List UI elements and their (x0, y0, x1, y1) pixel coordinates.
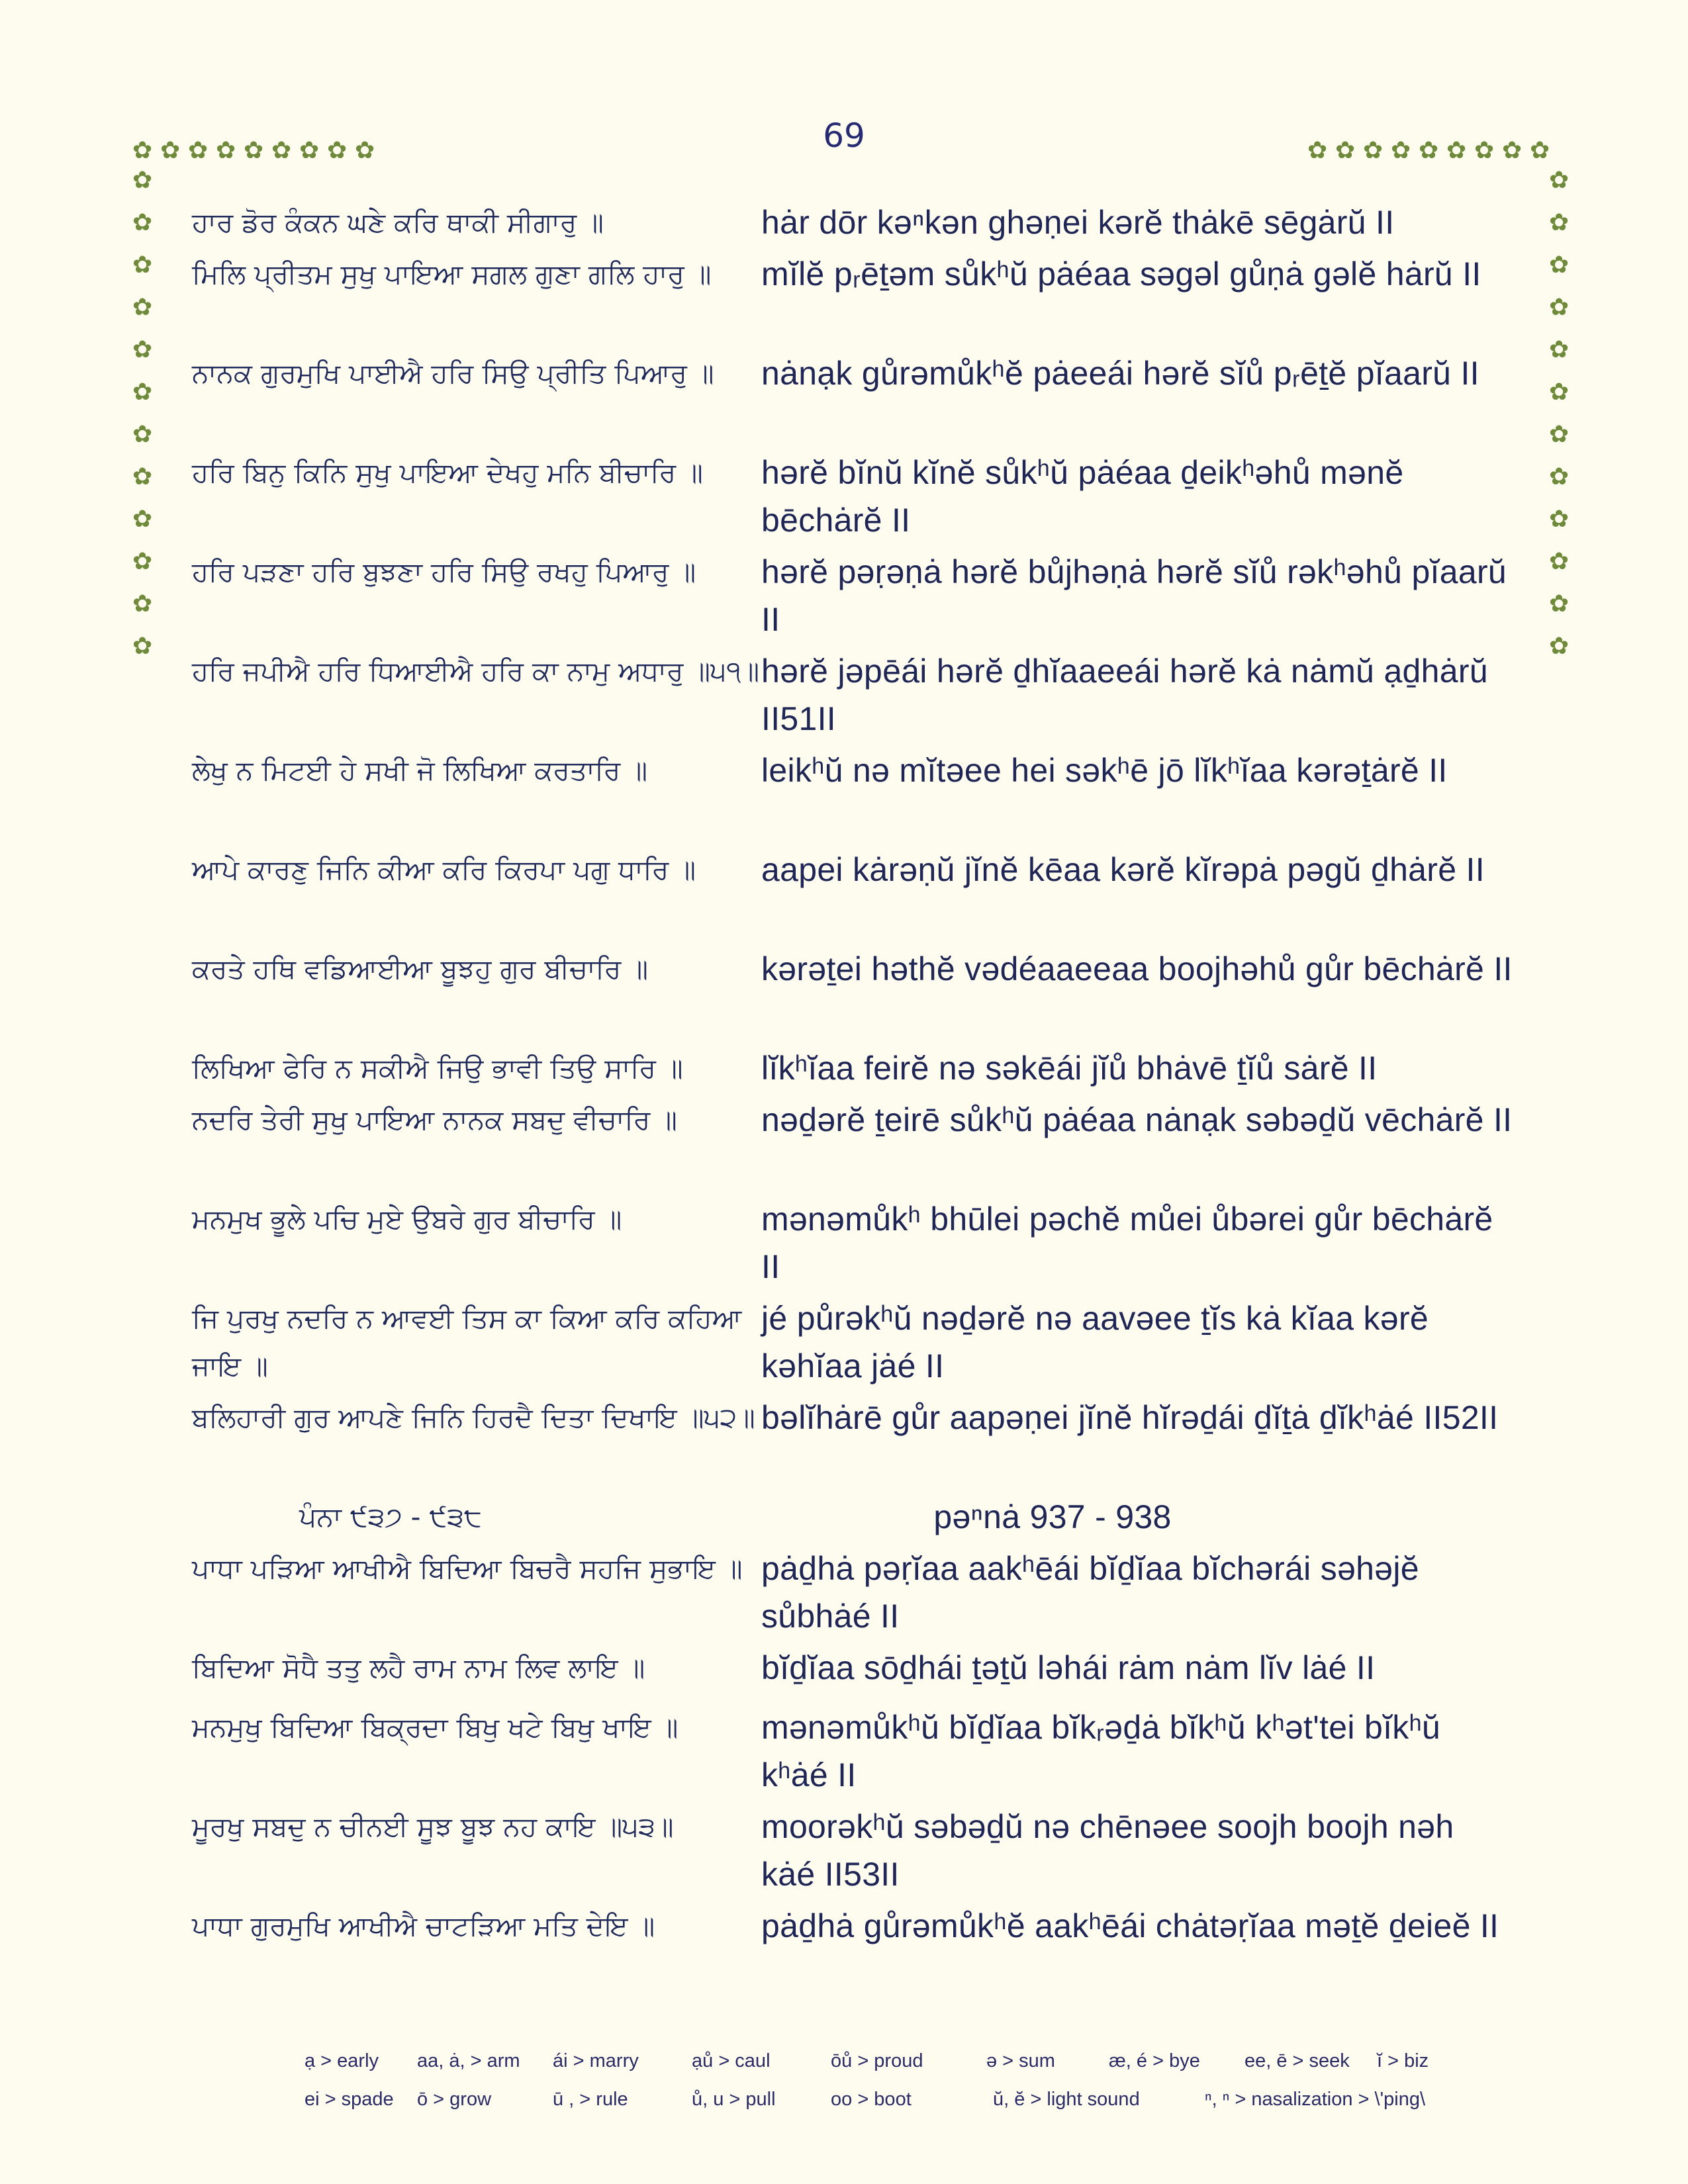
transliteration-text: bĭḏĭaa sōḏhái ṯəṯŭ ləhái rȧm nȧm lĭv lȧé II (761, 1649, 1376, 1686)
verse-row (192, 1644, 1516, 1704)
transliteration-text: moorəkʰŭ səbəḏŭ nə chēnəee soojh boojh nəh kȧé II53II (761, 1808, 1454, 1893)
flower-icon: ✿ (1549, 421, 1570, 448)
flower-icon: ✿ (355, 137, 375, 164)
flower-icon: ✿ (132, 590, 153, 617)
pronunciation-legend (305, 2042, 1496, 2118)
verse-row (192, 349, 1516, 449)
transliteration-text: leikʰŭ nə mĭtəee hei səkʰē jō lĭkʰĭaa kərəṯȧrĕ II (761, 752, 1448, 789)
flower-icon: ✿ (1549, 294, 1570, 321)
verse-row (192, 1902, 1516, 2001)
flower-icon: ✿ (1549, 633, 1570, 660)
verse-row (192, 199, 1516, 246)
transliteration-text: kərəṯei həthĕ vədéaaeeaa boojhəhů gůr bēchȧrĕ II (761, 950, 1513, 987)
flower-icon: ✿ (132, 167, 153, 194)
legend-item: ạů > caul (692, 2050, 771, 2071)
gurmukhi-text: ਮੂਰਖੁ ਸਬਦੁ ਨ ਚੀਨਈ ਸੂਝ ਬੂਝ ਨਹ ਕਾਇ ॥੫੩॥ (192, 1811, 674, 1843)
verse-row (192, 1096, 1516, 1195)
flower-icon: ✿ (1502, 137, 1523, 164)
flower-icon: ✿ (132, 633, 153, 660)
gurmukhi-text: ਬਿਦਿਆ ਸੋਧੈ ਤਤੁ ਲਹੈ ਰਾਮ ਨਾਮ ਲਿਵ ਲਾਇ ॥ (192, 1652, 645, 1684)
flower-icon: ✿ (132, 379, 153, 406)
flower-icon: ✿ (132, 548, 153, 575)
flower-icon: ✿ (244, 137, 264, 164)
flower-icon: ✿ (1549, 548, 1570, 575)
legend-item: aa, ȧ, > arm (417, 2050, 520, 2071)
page-number: 69 (823, 116, 865, 155)
legend-item: ōů > proud (831, 2050, 923, 2071)
legend-row (305, 2080, 1496, 2118)
verse-row (192, 548, 1516, 647)
legend-item: ĭ > biz (1377, 2050, 1429, 2071)
transliteration-text: hȧr dōr kəⁿkən ghəṇei kərĕ thȧkē sēgȧrŭ II (761, 204, 1395, 241)
flower-icon: ✿ (299, 137, 320, 164)
verse-row (192, 1394, 1516, 1493)
flower-icon: ✿ (1549, 336, 1570, 363)
gurmukhi-text: ਲੇਖੁ ਨ ਮਿਟਈ ਹੇ ਸਖੀ ਜੋ ਲਿਖਿਆ ਕਰਤਾਰਿ ॥ (192, 754, 648, 786)
flower-icon: ✿ (1549, 506, 1570, 533)
flower-icon: ✿ (1474, 137, 1495, 164)
verse-row (192, 449, 1516, 548)
legend-item: ŭ, ĕ > light sound (993, 2088, 1140, 2110)
verse-row (192, 1803, 1516, 1902)
transliteration-heading: pəⁿnȧ 937 - 938 (933, 1498, 1172, 1535)
legend-item: ū , > rule (553, 2088, 628, 2110)
flower-icon: ✿ (132, 463, 153, 490)
flower-icon: ✿ (1530, 137, 1550, 164)
legend-item: æ, é > bye (1109, 2050, 1200, 2071)
flower-icon: ✿ (132, 251, 153, 279)
gurmukhi-text: ਜਿ ਪੁਰਖੁ ਨਦਰਿ ਨ ਆਵਈ ਤਿਸ ਕਾ ਕਿਆ ਕਰਿ ਕਹਿਆ ਜਾਇ ॥ (192, 1302, 742, 1382)
gurmukhi-text: ਪਾਧਾ ਗੁਰਮੁਖਿ ਆਖੀਐ ਚਾਟੜਿਆ ਮਤਿ ਦੇਇ ॥ (192, 1910, 655, 1942)
flower-icon: ✿ (1391, 137, 1411, 164)
legend-item: oo > boot (831, 2088, 912, 2110)
verse-row (192, 1195, 1516, 1295)
flower-icon: ✿ (216, 137, 236, 164)
flower-icon: ✿ (188, 137, 209, 164)
verse-row (192, 1545, 1516, 1644)
legend-item: ů, u > pull (692, 2088, 776, 2110)
gurmukhi-text: ਆਪੇ ਕਾਰਣੁ ਜਿਨਿ ਕੀਆ ਕਰਿ ਕਿਰਪਾ ਪਗੁ ਧਾਰਿ ॥ (192, 854, 696, 886)
gurmukhi-text: ਨਦਰਿ ਤੇਰੀ ਸੁਖੁ ਪਾਇਆ ਨਾਨਕ ਸਬਦੁ ਵੀਚਾਰਿ ॥ (192, 1104, 677, 1136)
legend-item: ạ > early (305, 2050, 379, 2071)
flower-icon: ✿ (1446, 137, 1467, 164)
page-range-heading (192, 1493, 1516, 1545)
gurmukhi-text: ਮਿਲਿ ਪ੍ਰੀਤਮ ਸੁਖੁ ਪਾਇਆ ਸਗਲ ਗੁਣਾ ਗਲਿ ਹਾਰੁ ॥ (192, 258, 712, 290)
verse-table (192, 199, 1516, 2001)
flower-icon: ✿ (1363, 137, 1383, 164)
flower-icon: ✿ (1419, 137, 1439, 164)
transliteration-text: aapei kȧrəṇŭ jĭnĕ kēaa kərĕ kĭrəpȧ pəgŭ ḏhȧrĕ II (761, 851, 1485, 888)
verse-row (192, 250, 1516, 349)
legend-item: ei > spade (305, 2088, 394, 2110)
gurmukhi-text: ਪਾਧਾ ਪੜਿਆ ਆਖੀਐ ਬਿਦਿਆ ਬਿਚਰੈ ਸਹਜਿ ਸੁਭਾਇ ॥ (192, 1553, 743, 1584)
transliteration-text: pȧḏhȧ gůrəmůkʰĕ aakʰēái chȧtəṛĭaa məṯĕ ḏeieĕ II (761, 1907, 1499, 1944)
verse-row (192, 647, 1516, 747)
gurmukhi-text: ਬਲਿਹਾਰੀ ਗੁਰ ਆਪਣੇ ਜਿਨਿ ਹਿਰਦੈ ਦਿਤਾ ਦਿਖਾਇ ॥੫੨॥ (192, 1402, 755, 1433)
flower-icon: ✿ (132, 421, 153, 448)
flower-icon: ✿ (132, 137, 153, 164)
verse-row (192, 1704, 1516, 1803)
gurmukhi-text: ਮਨਮੁਖ ਭੂਲੇ ਪਚਿ ਮੁਏ ਉਬਰੇ ਗੁਰ ਬੀਚਾਰਿ ॥ (192, 1203, 622, 1235)
transliteration-text: hərĕ pəṛəṇȧ hərĕ bůjhəṇȧ hərĕ sĭů rəkʰəhů pĭaarŭ II (761, 553, 1507, 638)
transliteration-text: hərĕ bĭnŭ kĭnĕ sůkʰŭ pȧéaa ḏeikʰəhů mənĕ bēchȧrĕ II (761, 454, 1404, 539)
gurmukhi-text: ਹਾਰ ਡੋਰ ਕੰਕਨ ਘਣੇ ਕਰਿ ਥਾਕੀ ਸੀਗਾਰੁ ॥ (192, 206, 604, 238)
transliteration-text: pȧḏhȧ pəṛĭaa aakʰēái bĭḏĭaa bĭchərái səhəjĕ sůbhȧé II (761, 1550, 1419, 1635)
transliteration-text: bəlĭhȧrē gůr aapəṇei jĭnĕ hĭrəḏái ḏĭṯȧ ḏĭkʰȧé II52II (761, 1399, 1499, 1436)
legend-item: ee, ē > seek (1244, 2050, 1350, 2071)
flower-icon: ✿ (1549, 167, 1570, 194)
transliteration-text: jé půrəkʰŭ nəḏərĕ nə aavəee ṯĭs kȧ kĭaa kərĕ kəhĭaa jȧé II (761, 1300, 1429, 1385)
gurmukhi-text: ਹਰਿ ਜਪੀਐ ਹਰਿ ਧਿਆਈਐ ਹਰਿ ਕਾ ਨਾਮੁ ਅਧਾਰੁ ॥੫੧॥ (192, 655, 760, 687)
gurmukhi-text: ਮਨਮੁਖੁ ਬਿਦਿਆ ਬਿਕ੍ਰਦਾ ਬਿਖੁ ਖਟੇ ਬਿਖੁ ਖਾਇ ॥ (192, 1711, 679, 1743)
legend-item: ái > marry (553, 2050, 639, 2071)
legend-item: ə > sum (986, 2050, 1055, 2071)
flower-icon: ✿ (132, 294, 153, 321)
flower-icon: ✿ (327, 137, 348, 164)
verse-row (192, 1295, 1516, 1394)
gurmukhi-text: ਹਰਿ ਪੜਣਾ ਹਰਿ ਬੁਝਣਾ ਹਰਿ ਸਿਉ ਰਖਹੁ ਪਿਆਰੁ ॥ (192, 556, 696, 588)
flower-icon: ✿ (132, 506, 153, 533)
transliteration-text: mənəmůkʰŭ bĭḏĭaa bĭkᵣəḏȧ bĭkʰŭ kʰət'tei bĭkʰŭ kʰȧé II (761, 1709, 1441, 1794)
transliteration-text: nȧnạk gůrəmůkʰĕ pȧeeái hərĕ sĭů pᵣēṯĕ pĭaarŭ II (761, 355, 1479, 392)
transliteration-text: nəḏərĕ ṯeirē sůkʰŭ pȧéaa nȧnạk səbəḏŭ vēchȧrĕ II (761, 1101, 1513, 1138)
verse-row (192, 1044, 1516, 1096)
legend-item: ō > grow (417, 2088, 492, 2110)
verse-row (192, 945, 1516, 1044)
flower-icon: ✿ (132, 209, 153, 236)
gurmukhi-text: ਹਰਿ ਬਿਨੁ ਕਿਨਿ ਸੁਖੁ ਪਾਇਆ ਦੇਖਹੁ ਮਨਿ ਬੀਚਾਰਿ ॥ (192, 457, 703, 488)
flower-icon: ✿ (1549, 251, 1570, 279)
transliteration-text: lĭkʰĭaa feirĕ nə səkēái jĭů bhȧvē ṯĭů sȧrĕ II (761, 1050, 1378, 1087)
transliteration-text: mĭlĕ pᵣēṯəm sůkʰŭ pȧéaa səgəl gůṇȧ gəlĕ hȧrŭ II (761, 255, 1481, 293)
flower-icon: ✿ (132, 336, 153, 363)
gurmukhi-text: ਨਾਨਕ ਗੁਰਮੁਖਿ ਪਾਈਐ ਹਰਿ ਸਿਉ ਪ੍ਰੀਤਿ ਪਿਆਰੁ ॥ (192, 357, 714, 389)
flower-icon: ✿ (1549, 590, 1570, 617)
flower-icon: ✿ (271, 137, 292, 164)
verse-row (192, 846, 1516, 945)
transliteration-text: hərĕ jəpēái hərĕ ḏhĭaaeeái hərĕ kȧ nȧmŭ ạḏhȧrŭ II51II (761, 653, 1488, 737)
flower-icon: ✿ (1335, 137, 1356, 164)
flower-icon: ✿ (1549, 463, 1570, 490)
legend-row (305, 2042, 1496, 2080)
flower-icon: ✿ (1549, 209, 1570, 236)
transliteration-text: mənəmůkʰ bhūlei pəchĕ můei ůbərei gůr bēchȧrĕ II (761, 1201, 1493, 1285)
legend-item: ⁿ, ⁿ > nasalization > \'ping\ (1205, 2088, 1426, 2110)
gurmukhi-text: ਕਰਤੇ ਹਥਿ ਵਡਿਆਈਆ ਬੂਝਹੁ ਗੁਰ ਬੀਚਾਰਿ ॥ (192, 953, 649, 985)
flower-icon: ✿ (160, 137, 181, 164)
flower-icon: ✿ (1307, 137, 1328, 164)
gurmukhi-text: ਲਿਖਿਆ ਫੇਰਿ ਨ ਸਕੀਐ ਜਿਉ ਭਾਵੀ ਤਿਉ ਸਾਰਿ ॥ (192, 1052, 683, 1084)
gurmukhi-heading: ਪੰਨਾ ੯੩੭ - ੯੩੮ (299, 1501, 482, 1533)
flower-icon: ✿ (1549, 379, 1570, 406)
verse-row (192, 747, 1516, 846)
